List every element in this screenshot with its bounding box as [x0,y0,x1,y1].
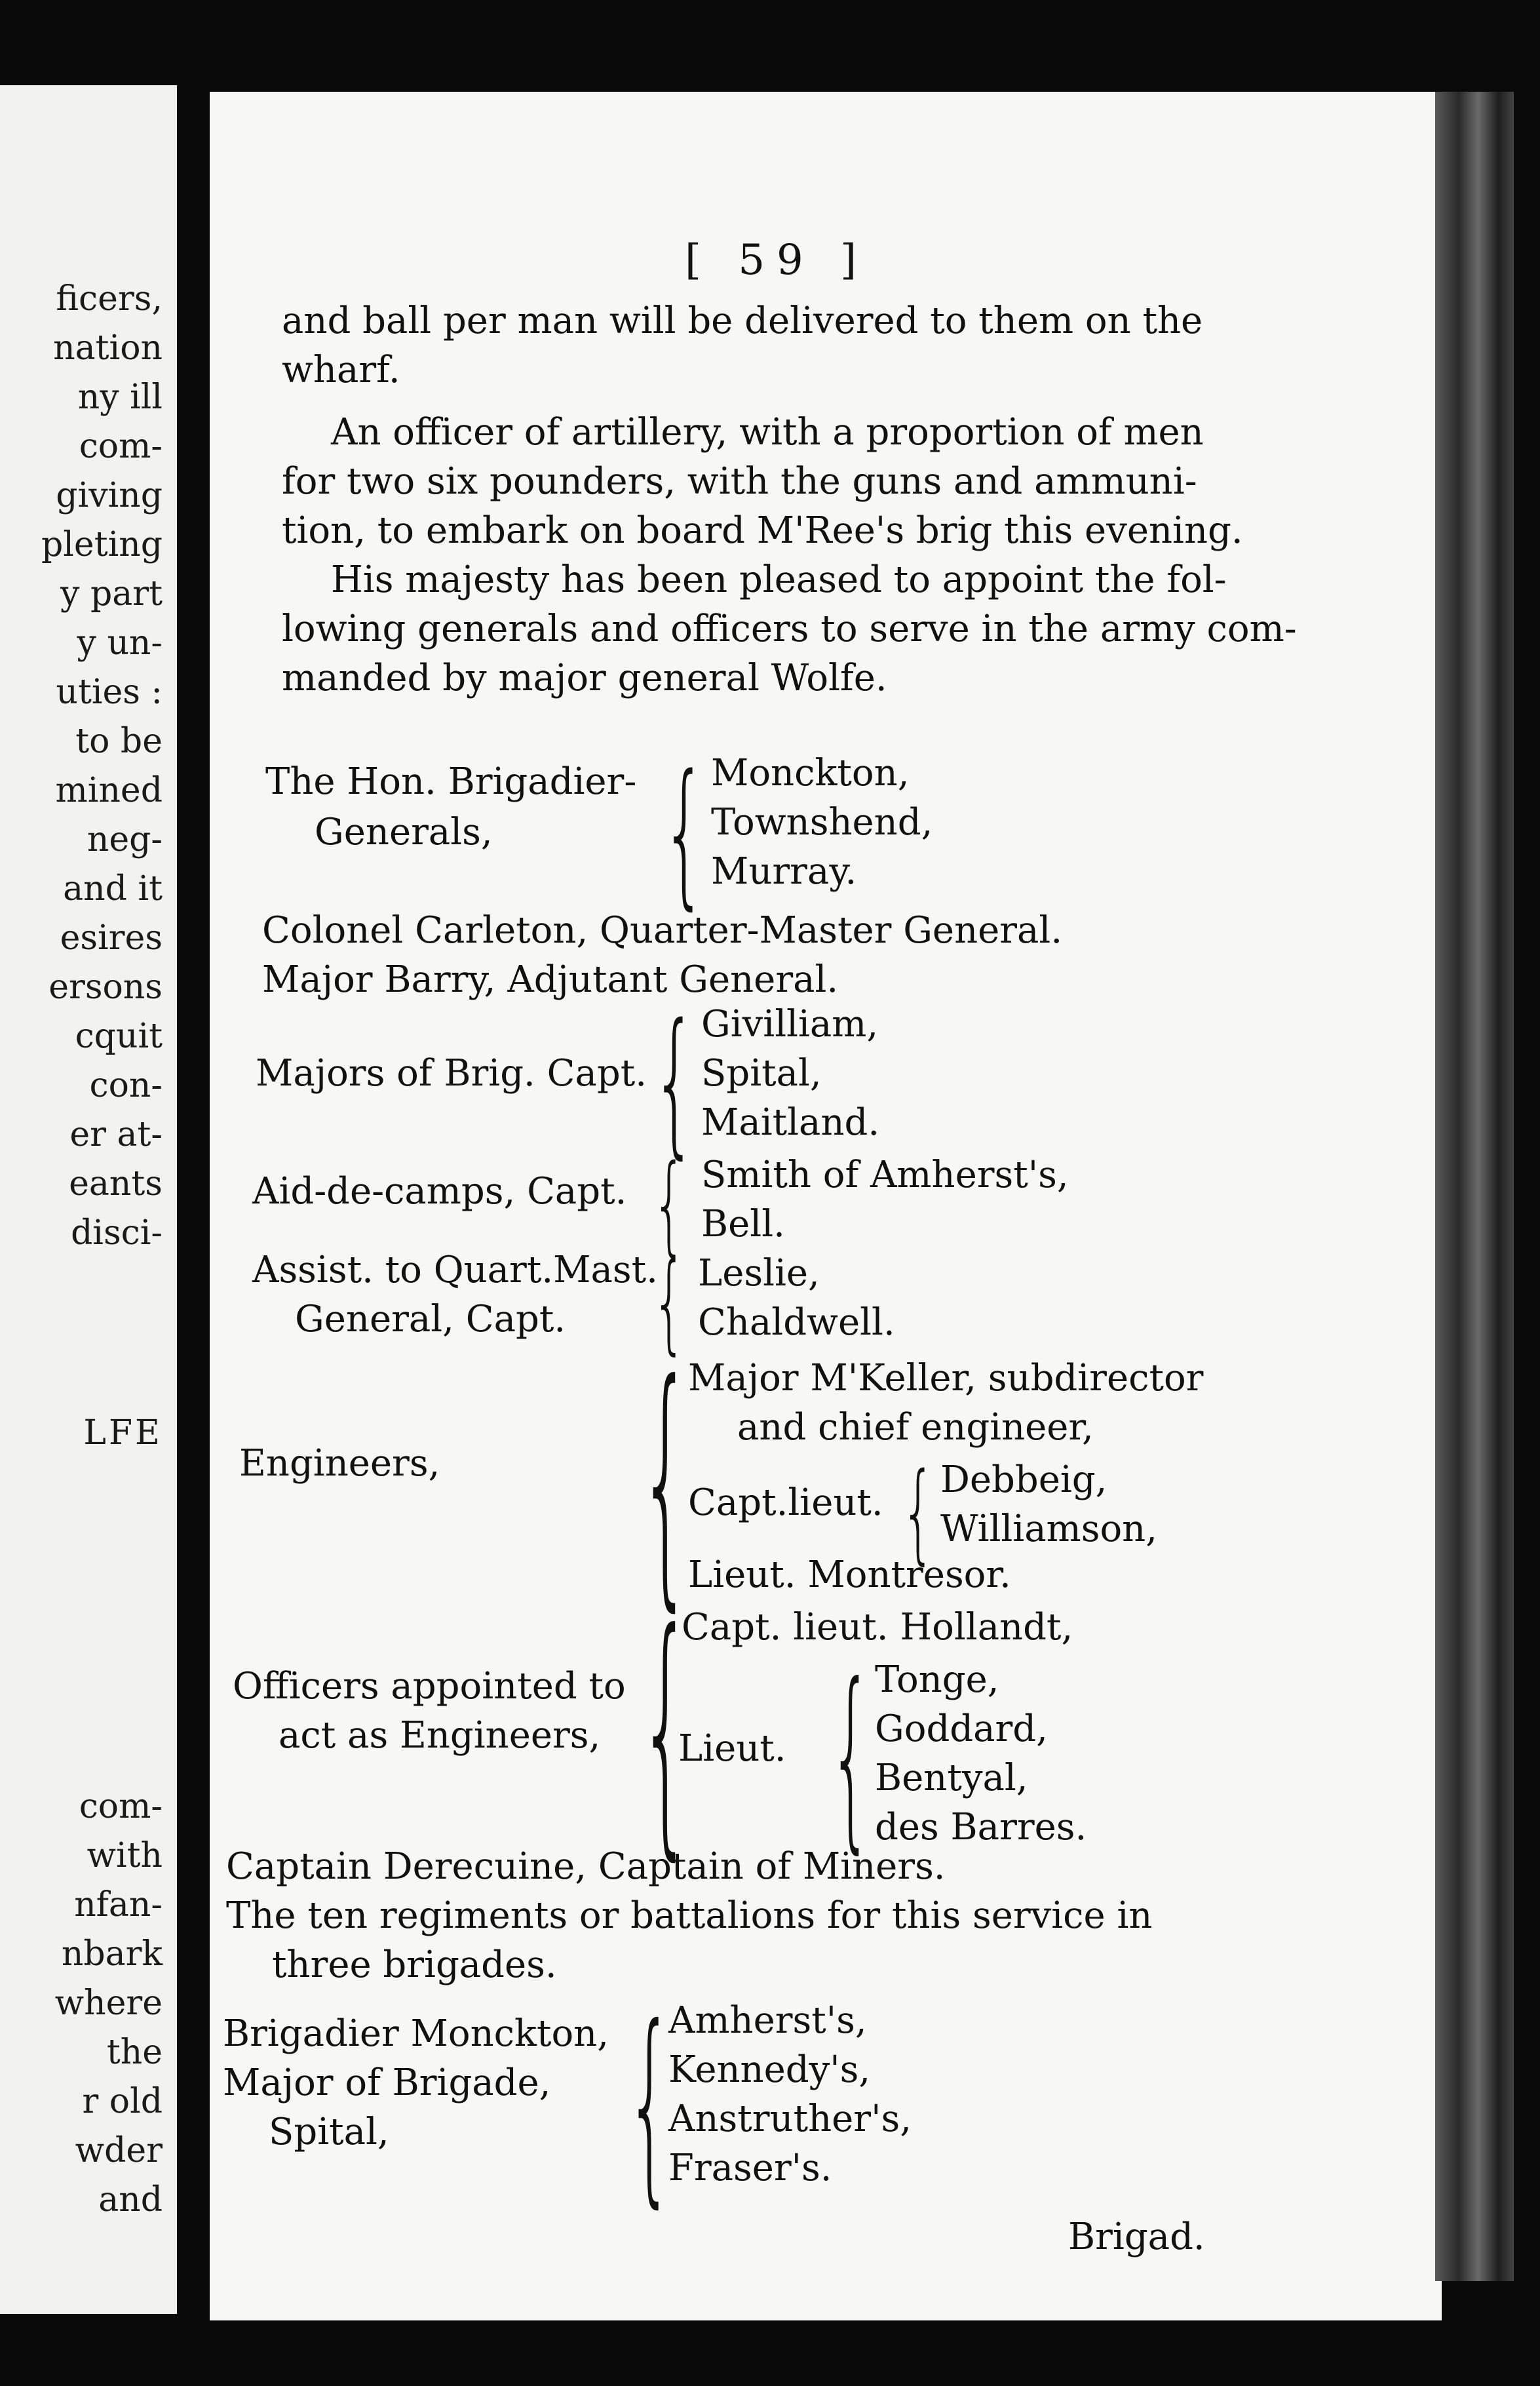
left-fragment-line: uties : [56,673,163,712]
assistant-qm-label: Assist. to Quart.Mast. [252,1249,658,1291]
left-fragment-line: esires [60,918,163,958]
majors-label: Majors of Brig. Capt. [256,1052,647,1095]
left-fragment-line: con- [89,1066,163,1105]
left-fragment-line: nbark [61,1934,163,1974]
left-fragment-line: ny ill [77,378,163,417]
miners-line: Captain Derecuine, Captain of Miners. [226,1845,946,1888]
brigade-regiment: Anstruther's, [668,2098,912,2140]
acting-engineers-label: Officers appointed to [233,1665,626,1708]
left-fragment-line: nfan- [74,1885,163,1925]
brigadier-name: Murray. [711,850,857,893]
brigadier-label: Generals, [315,811,493,853]
left-fragment-line: giving [56,476,163,515]
left-fragment-line: nation [53,328,163,368]
acting-engineers-label: act as Engineers, [279,1714,601,1757]
regiments-line: The ten regiments or battalions for this service in [226,1894,1153,1937]
paragraph-line: manded by major general Wolfe. [282,657,887,699]
left-fragment-line: and it [63,869,163,909]
left-page-fragment [0,85,179,2314]
brigade-label: Spital, [269,2111,389,2153]
brigade-regiment: Amherst's, [668,1999,867,2042]
left-fragment-line: eants [69,1164,163,1203]
brace-icon: { [652,1240,687,1365]
book-gutter [177,0,210,2386]
brace-icon: { [662,741,707,924]
brace-icon: { [639,1578,693,1883]
paragraph-line: and ball per man will be delivered to them on the [282,300,1203,342]
left-fragment-line: y part [60,574,163,614]
left-fragment-line: neg- [87,820,163,859]
paragraph-line: for two six pounders, with the guns and ammuni- [282,460,1197,503]
catchword: Brigad. [1068,2216,1205,2258]
left-fragment-line: com- [79,1787,163,1826]
paragraph-line: wharf. [282,349,400,391]
paragraph-line: An officer of artillery, with a proportion of men [331,411,1204,454]
left-fragment-line: disci- [71,1213,163,1253]
left-fragment-line: ersons [48,968,163,1007]
left-fragment-line: and [98,2180,163,2220]
engineer-capt-name: Williamson, [940,1508,1158,1550]
page-edge [1435,92,1514,2281]
aid-de-camps-label: Aid-de-camps, Capt. [252,1170,627,1213]
left-fragment-line: r old [82,2082,163,2121]
brace-icon: { [901,1449,936,1575]
brace-icon: { [652,990,697,1173]
brace-icon: { [639,1329,693,1633]
engineer-capt-label: Capt.lieut. [688,1481,883,1524]
major-name: Givilliam, [701,1003,879,1046]
aid-de-camp-name: Smith of Amherst's, [701,1154,1069,1196]
acting-engineer-lieut-name: Tonge, [875,1658,999,1701]
left-fragment-line: to be [75,722,163,761]
engineer-line: Major M'Keller, subdirector [688,1357,1204,1399]
acting-engineer-lieut-name: Bentyal, [875,1757,1028,1799]
left-fragment-line: cquit [75,1017,163,1056]
major-name: Spital, [701,1052,822,1095]
brace-icon: { [626,1982,674,2226]
assistant-qm-name: Leslie, [698,1252,820,1295]
paragraph-line: tion, to embark on board M'Ree's brig this evening. [282,509,1243,552]
brace-icon: { [829,1642,873,1871]
left-fragment-line: wder [75,2131,163,2170]
acting-engineer-lieut-label: Lieut. [678,1727,786,1770]
acting-engineer-lieut-name: Goddard, [875,1708,1048,1750]
major-name: Maitland. [701,1101,880,1144]
adjutant-line: Major Barry, Adjutant General. [262,958,839,1001]
paragraph-line: lowing generals and officers to serve in the army com- [282,608,1297,650]
acting-engineer-lieut-name: des Barres. [875,1806,1087,1848]
engineer-line: and chief engineer, [737,1406,1094,1449]
aid-de-camp-name: Bell. [701,1203,785,1245]
brigadier-name: Townshend, [711,801,933,844]
brigade-regiment: Kennedy's, [668,2048,871,2091]
left-fragment-line: the [106,2033,163,2072]
left-fragment-line: er at- [69,1115,163,1154]
left-fragment-line: y un- [77,623,163,663]
left-fragment-line: LFE [83,1413,163,1453]
left-fragment-line: com- [79,427,163,466]
assistant-qm-name: Chaldwell. [698,1301,895,1344]
brigadier-name: Monckton, [711,752,910,794]
left-fragment-line: mined [55,771,163,810]
assistant-qm-label: General, Capt. [295,1298,566,1340]
engineer-lieut: Lieut. Montresor. [688,1554,1011,1596]
brigade-regiment: Fraser's. [668,2147,832,2189]
brigade-label: Major of Brigade, [223,2062,551,2104]
paragraph-line: His majesty has been pleased to appoint the fol- [331,558,1227,601]
left-fragment-line: where [54,1984,163,2023]
left-fragment-line: pleting [41,525,163,564]
brigade-label: Brigadier Monckton, [223,2012,609,2055]
brace-icon: { [652,1141,687,1267]
left-fragment-line: with [87,1836,163,1875]
quartermaster-line: Colonel Carleton, Quarter-Master General. [262,909,1063,952]
engineers-label: Engineers, [239,1442,440,1485]
regiments-line: three brigades. [272,1944,557,1986]
acting-engineer-capt: Capt. lieut. Hollandt, [682,1606,1073,1649]
left-fragment-line: ficers, [56,279,163,319]
page-number: [ 59 ] [685,236,869,284]
engineer-capt-name: Debbeig, [940,1458,1107,1501]
brigadier-label: The Hon. Brigadier- [265,760,637,803]
